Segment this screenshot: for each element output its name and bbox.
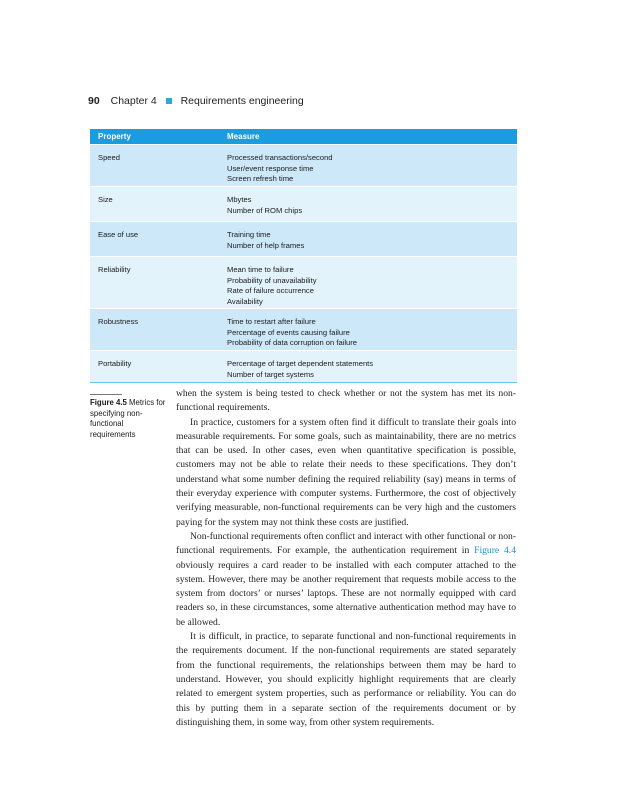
measure-item: Time to restart after failure bbox=[227, 317, 316, 326]
paragraph-3-part-1: Non-functional requirements often conflict and interact with other functional or non-functional requirements. For example, the authentication requirement in bbox=[176, 530, 516, 557]
body-text bbox=[176, 387, 516, 730]
measure-cell bbox=[227, 153, 517, 186]
property-cell: Size bbox=[98, 195, 113, 204]
figure-reference-link[interactable]: Figure 4.4 bbox=[474, 545, 516, 557]
caption-rule bbox=[90, 394, 122, 395]
figure-caption-text: Metrics for specifying non-functional requirements bbox=[90, 398, 166, 439]
measure-cell bbox=[227, 195, 517, 221]
paragraph-3-part-2: obviously requires a card reader to be installed with each computer attached to the system. However, there may be another requirement that requests mobile access to the system from doctors’ or nurses’ laptops. These are not normally equipped with card readers so, in these circumstances, some alternative authentication method may have to be allowed. bbox=[176, 559, 516, 628]
measure-item: Number of help frames bbox=[227, 240, 305, 250]
section-title: Requirements engineering bbox=[180, 95, 304, 107]
measure-cell bbox=[227, 265, 517, 308]
measure-item: Probability of data corruption on failure bbox=[227, 338, 358, 347]
measure-cell bbox=[227, 317, 517, 350]
measure-item: Rate of failure occurrence bbox=[227, 286, 314, 295]
paragraph-3 bbox=[176, 530, 516, 630]
table-row bbox=[90, 256, 517, 308]
property-cell: Speed bbox=[98, 153, 120, 162]
property-cell: Ease of use bbox=[98, 230, 139, 239]
property-cell: Portability bbox=[98, 359, 132, 368]
measure-item: Percentage of target dependent statements bbox=[227, 359, 374, 368]
measure-item: Screen refresh time bbox=[227, 174, 294, 183]
paragraph-2: In practice, customers for a system often find it difficult to translate their goals into measurable requirements. For some goals, such as maintainability, there are no metrics that can be used. In other cases, even when quantitative specification is possible, customers may not be able to relate their needs to these specifications. They don’t understand what some number defining the required reliability (say) means in terms of their everyday experience with computer systems. Furthermore, the cost of objectively verifying measurable, non-functional requirements can be very high and the customers paying for the system may not think these costs are justified. bbox=[176, 416, 516, 528]
page-number: 90 bbox=[88, 95, 100, 107]
table-header bbox=[90, 129, 517, 144]
measure-cell bbox=[227, 230, 517, 256]
table-row bbox=[90, 308, 517, 350]
measure-item: Mean time to failure bbox=[227, 265, 294, 274]
measure-item: Number of target systems bbox=[227, 369, 314, 379]
table-row bbox=[90, 350, 517, 382]
square-bullet-icon bbox=[166, 98, 172, 104]
table-body bbox=[90, 144, 517, 382]
chapter-label: Chapter 4 bbox=[110, 95, 157, 107]
measure-item: Training time bbox=[227, 230, 271, 239]
metrics-table bbox=[90, 129, 517, 383]
table-row bbox=[90, 221, 517, 256]
figure-label: Figure 4.5 bbox=[90, 398, 127, 407]
measure-item: Mbytes bbox=[227, 195, 252, 204]
figure-caption bbox=[90, 398, 170, 440]
column-header-measure: Measure bbox=[227, 132, 260, 141]
table-row bbox=[90, 144, 517, 186]
measure-item: Availability bbox=[227, 296, 263, 306]
paragraph-4: It is difficult, in practice, to separate functional and non-functional requirements in the requirements document. If the non-functional requirements are stated separately from the functional requirements, the relationships between them may be hard to understand. However, you should explicitly highlight requirements that are clearly related to emergent system properties, such as performance or reliability. You can do this by putting them in a separate section of the requirements document or by distinguishing them, in some way, from other system requirements. bbox=[176, 631, 516, 728]
property-cell: Robustness bbox=[98, 317, 139, 326]
measure-item: Percentage of events causing failure bbox=[227, 327, 350, 337]
paragraph-1: when the system is being tested to check whether or not the system has met its non-functional requirements. bbox=[176, 388, 516, 414]
column-header-property: Property bbox=[98, 132, 131, 141]
property-cell: Reliability bbox=[98, 265, 131, 274]
table-row bbox=[90, 186, 517, 221]
measure-item: Processed transactions/second bbox=[227, 153, 333, 162]
measure-item: User/event response time bbox=[227, 163, 314, 173]
measure-item: Number of ROM chips bbox=[227, 205, 303, 215]
measure-cell bbox=[227, 359, 517, 382]
running-header bbox=[88, 95, 304, 107]
measure-item: Probability of unavailability bbox=[227, 275, 317, 285]
